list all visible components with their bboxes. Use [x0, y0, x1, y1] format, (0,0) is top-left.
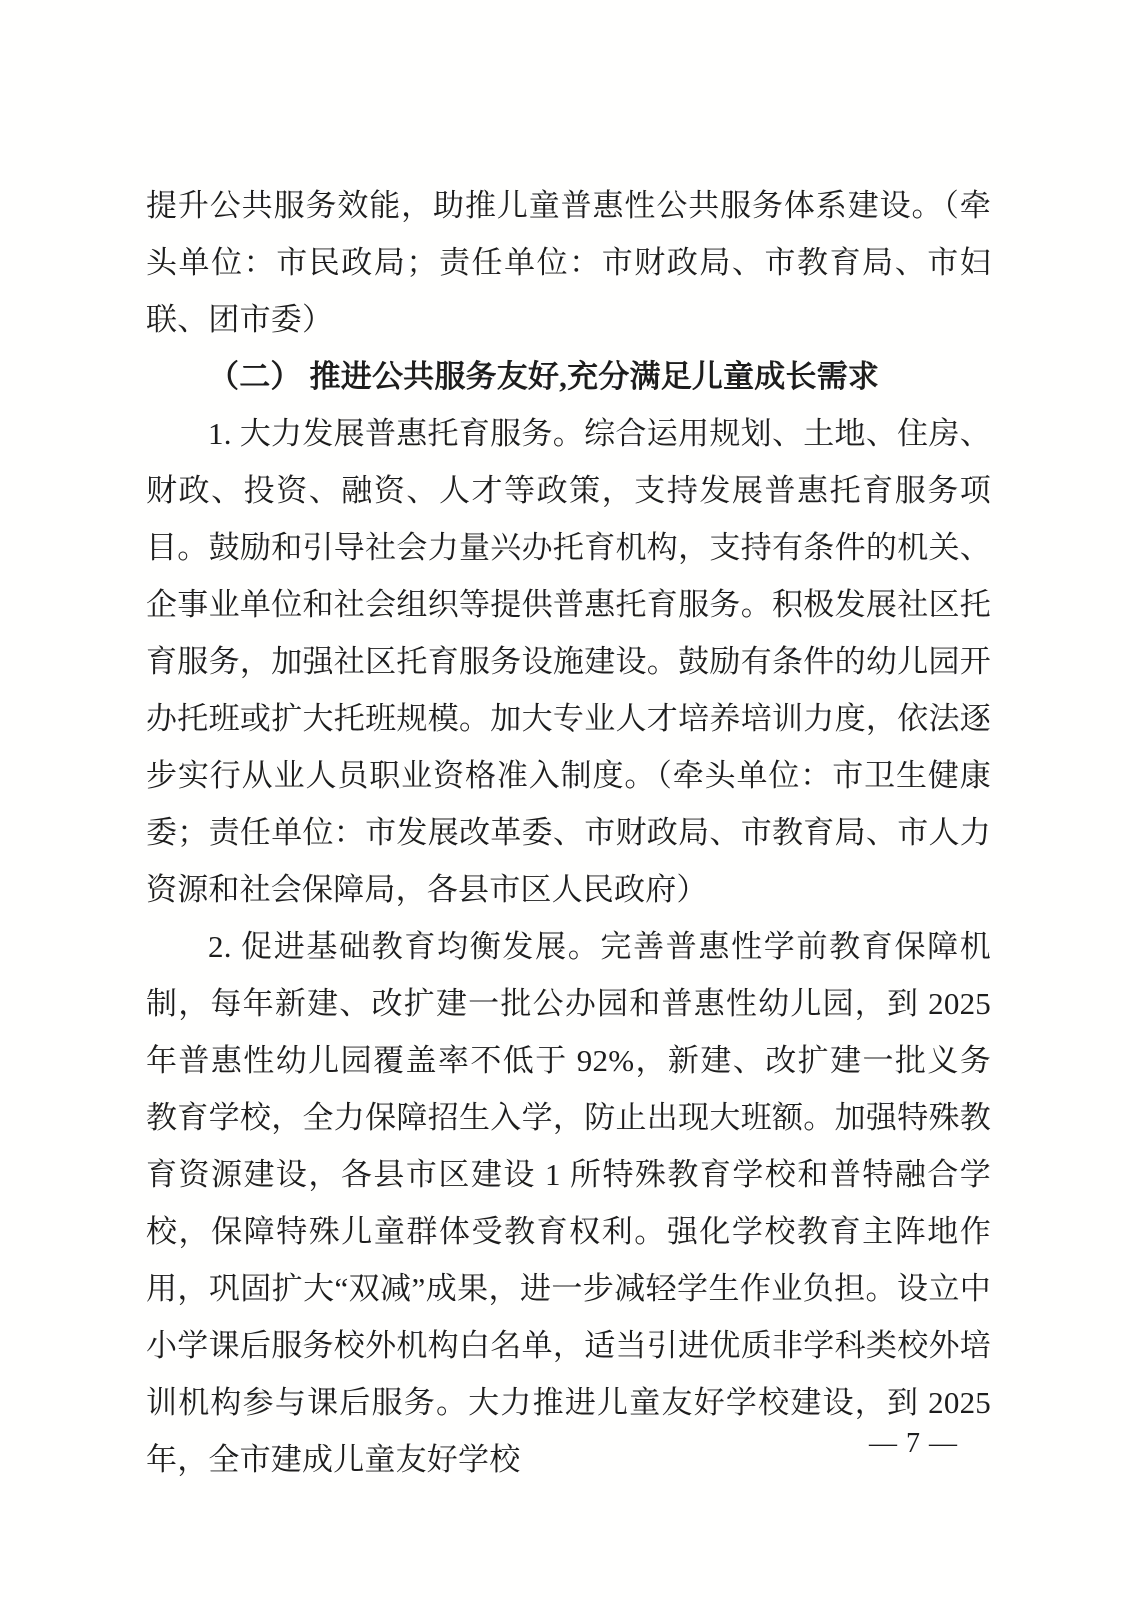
- section-heading: （二） 推进公共服务友好,充分满足儿童成长需求: [208, 359, 880, 394]
- paragraph-item-1: 1. 大力发展普惠托育服务。综合运用规划、土地、住房、财政、投资、融资、人才等政策，支持发展普惠托育服务项目。鼓励和引导社会力量兴办托育机构，支持有条件的机关、企事业单位和社会组织等提供普惠托育服务。积极发展社区托育服务，加强社区托育服务设施建设。鼓励有条件的幼儿园开办托班或扩大托班规模。加大专业人才培养培训力度，依法逐步实行从业人员职业资格准入制度。（牵头单位：市卫生健康委；责任单位：市发展改革委、市财政局、市教育局、市人力资源和社会保障局，各县市区人民政府）: [146, 416, 991, 907]
- paragraph-continuation: 提升公共服务效能，助推儿童普惠性公共服务体系建设。（牵头单位：市民政局；责任单位：市财政局、市教育局、市妇联、团市委）: [146, 188, 991, 337]
- page-number: — 7 —: [869, 1428, 958, 1459]
- paragraph-item-2: 2. 促进基础教育均衡发展。完善普惠性学前教育保障机制，每年新建、改扩建一批公办园和普惠性幼儿园，到 2025 年普惠性幼儿园覆盖率不低于 92%，新建、改扩建一批义务教育学校，全力保障招生入学，防止出现大班额。加强特殊教育资源建设，各县市区建设 1 所特殊教育学校和普特融合学校，保障特殊儿童群体受教育权利。强化学校教育主阵地作用，巩固扩大“双减”成果，进一步减轻学生作业负担。设立中小学课后服务校外机构白名单，适当引进优质非学科类校外培训机构参与课后服务。大力推进儿童友好学校建设，到 2025 年，全市建成儿童友好学校: [146, 929, 991, 1477]
- document-text-block: [146, 177, 991, 1488]
